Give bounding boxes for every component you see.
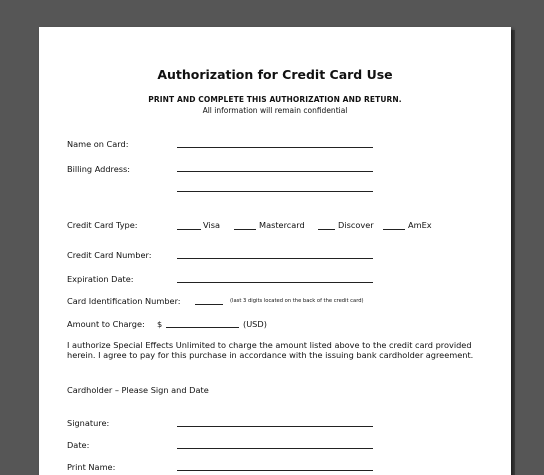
document-page — [39, 27, 511, 475]
date-label: Date: — [67, 440, 90, 450]
mastercard-label: Mastercard — [259, 220, 305, 230]
card-id-hint: (last 3 digits located on the back of the credit card) — [230, 298, 364, 304]
discover-label: Discover — [338, 220, 374, 230]
amount-label: Amount to Charge: — [67, 319, 145, 329]
name-on-card-field[interactable] — [177, 147, 373, 148]
amex-label: AmEx — [408, 220, 432, 230]
credit-card-type-label: Credit Card Type: — [67, 220, 138, 230]
page-shadow — [511, 30, 515, 475]
date-field[interactable] — [177, 448, 373, 449]
credit-card-number-field[interactable] — [177, 258, 373, 259]
authorization-paragraph: I authorize Special Effects Unlimited to charge the amount listed above to the credit card provided herein. I agree to pay for this purchase in accordance with the issuing bank cardholder agreement. — [67, 340, 474, 361]
amount-field[interactable] — [166, 327, 239, 328]
amex-checkbox-line[interactable] — [383, 229, 405, 230]
discover-checkbox-line[interactable] — [318, 229, 335, 230]
mastercard-checkbox-line[interactable] — [234, 229, 256, 230]
currency-unit: (USD) — [243, 319, 267, 329]
billing-address-label: Billing Address: — [67, 164, 131, 174]
instruction-text: PRINT AND COMPLETE THIS AUTHORIZATION AND RETURN. — [148, 95, 402, 104]
signature-label: Signature: — [67, 418, 110, 428]
signature-field[interactable] — [177, 426, 373, 427]
card-id-label: Card Identification Number: — [67, 296, 181, 306]
confidential-note: All information will remain confidential — [202, 106, 348, 115]
print-name-field[interactable] — [177, 470, 373, 471]
expiration-date-label: Expiration Date: — [67, 274, 134, 284]
visa-label: Visa — [203, 220, 220, 230]
currency-symbol: $ — [157, 319, 163, 329]
document-title: Authorization for Credit Card Use — [157, 67, 393, 82]
signature-section-heading: Cardholder – Please Sign and Date — [67, 385, 209, 395]
credit-card-number-label: Credit Card Number: — [67, 250, 152, 260]
visa-checkbox-line[interactable] — [177, 229, 201, 230]
billing-address-field-2[interactable] — [177, 191, 373, 192]
expiration-date-field[interactable] — [177, 282, 373, 283]
print-name-label: Print Name: — [67, 462, 116, 472]
card-id-field[interactable] — [195, 304, 223, 305]
billing-address-field-1[interactable] — [177, 171, 373, 172]
name-on-card-label: Name on Card: — [67, 139, 129, 149]
